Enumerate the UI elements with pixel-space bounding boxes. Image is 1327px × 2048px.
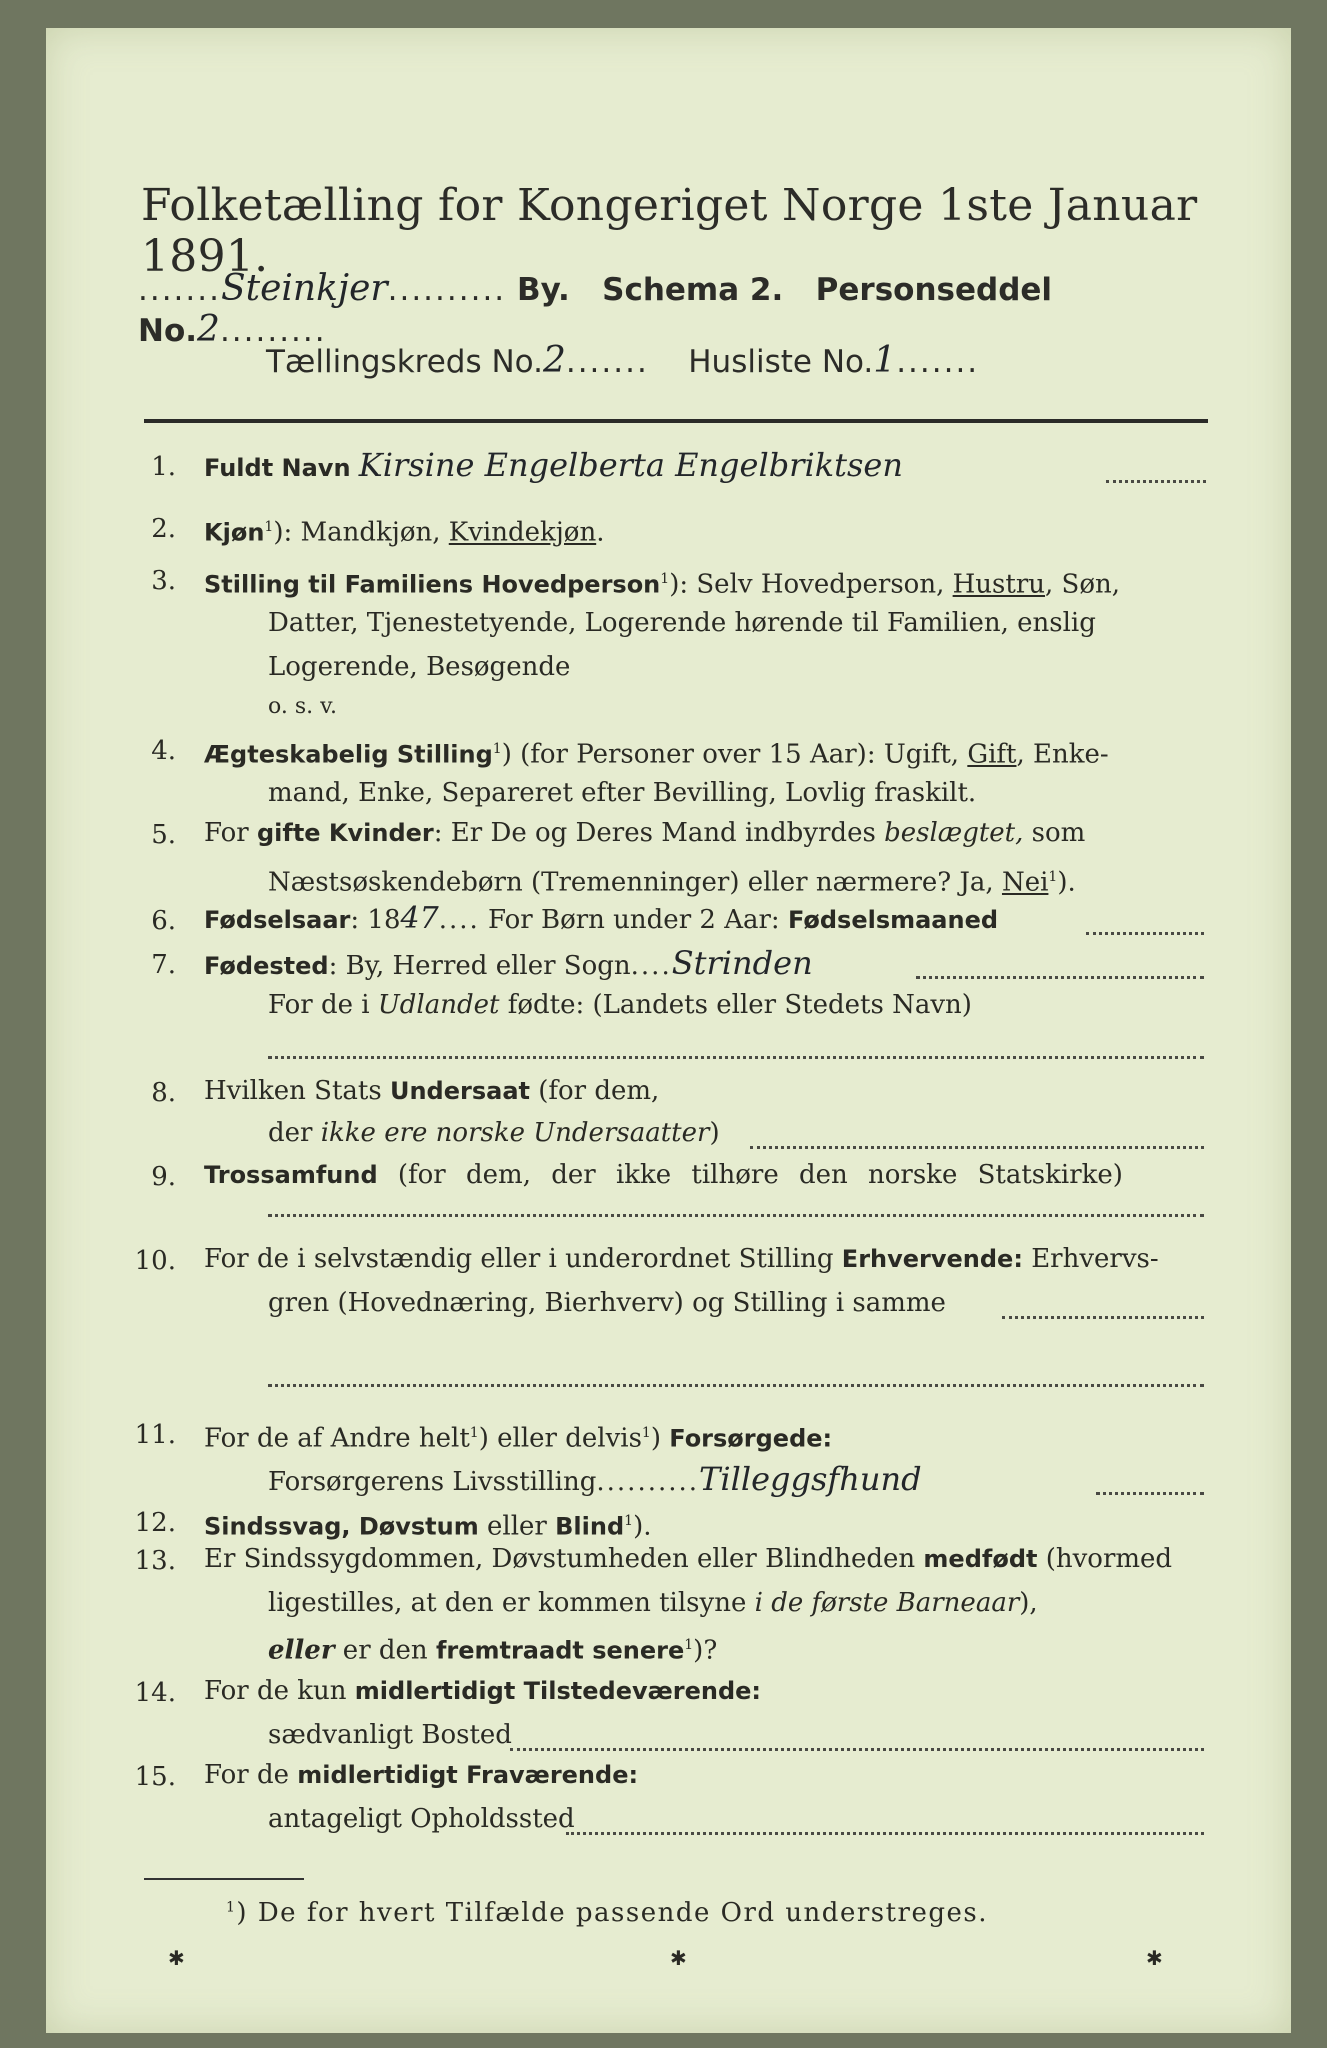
q1-name-handwritten: Kirsine Engelberta Engelbriktsen <box>358 446 903 484</box>
q4-a: ) (for Personer over 15 Aar): Ugift, <box>501 739 968 770</box>
q7-number: 7. <box>151 950 176 980</box>
q11-l2: Forsørgerens Livsstilling <box>268 1467 597 1497</box>
q11-b: ) eller delvis <box>478 1423 642 1454</box>
q8-italic: ikke ere norske Undersaatter <box>320 1118 710 1148</box>
schema-label: Schema 2. <box>602 272 784 308</box>
q12-a: eller <box>478 1511 556 1542</box>
q10-line1 <box>204 1246 1159 1272</box>
q7-dotline-2 <box>268 1056 1204 1059</box>
footnote-rule <box>144 1878 304 1880</box>
husliste-label: Husliste No. <box>688 344 874 380</box>
q2-text <box>204 514 604 546</box>
q11-line2: Forsørgerens Livsstilling..........Tilleggsfhund <box>268 1460 922 1498</box>
q5-b: som <box>1023 818 1086 848</box>
q2-end: . <box>596 517 605 548</box>
q5-label: gifte Kvinder <box>256 819 434 847</box>
q5-number: 5. <box>151 820 176 850</box>
q6-a: : 18 <box>350 905 401 935</box>
q4-sup: 1 <box>492 741 502 757</box>
q5-italic: beslægtet, <box>884 818 1024 848</box>
q15-number: 15. <box>134 1762 176 1792</box>
q15-line1 <box>204 1762 638 1788</box>
q11-provider-handwritten: Tilleggsfhund <box>699 1460 922 1498</box>
q11-dotline <box>1096 1492 1204 1495</box>
q3-number: 3. <box>151 566 176 596</box>
q13-l3b: )? <box>693 1635 718 1666</box>
q1-number: 1. <box>151 452 176 482</box>
q4-underlined: Gift <box>967 739 1017 770</box>
q9-dotline <box>268 1214 1204 1217</box>
q10-line2: gren (Hovednæring, Bierhverv) og Stilling i samme <box>268 1288 946 1318</box>
q8-number: 8. <box>151 1078 176 1108</box>
q2-number: 2. <box>151 514 176 544</box>
q2-sup: 1 <box>264 519 274 535</box>
q14-line2: sædvanligt Bosted <box>268 1720 512 1750</box>
q5-a: : Er De og Deres Mand indbyrdes <box>433 818 885 848</box>
q7-line2 <box>268 992 972 1018</box>
q15-label: midlertidigt Fraværende: <box>297 1761 639 1789</box>
q6-text: Fødselsaar: 1847.... For Børn under 2 Aar: Fødselsmaaned <box>204 901 999 936</box>
q10-b: Erhvervs- <box>1022 1244 1159 1274</box>
q4-line1 <box>204 736 1109 768</box>
by-label: By. <box>516 272 570 308</box>
q13-l2a: ligestilles, at den er kommen tilsyne <box>268 1588 755 1618</box>
q13-number: 13. <box>134 1546 176 1576</box>
q6-label: Fødselsaar <box>204 906 351 934</box>
q14-a: For de kun <box>204 1676 355 1706</box>
q13-italic: i de første Barneaar <box>754 1588 1020 1618</box>
q8-label: Undersaat <box>389 1077 530 1105</box>
q6-dotline <box>1086 932 1204 935</box>
q9-text <box>204 1162 1123 1188</box>
q2-label: Kjøn <box>204 518 265 547</box>
q5-line2 <box>268 864 1076 896</box>
q11-c: ) <box>650 1423 670 1454</box>
q13-a: Er Sindssygdommen, Døvstumheden eller Blindheden <box>204 1544 924 1574</box>
q11-number: 11. <box>134 1420 176 1450</box>
q7-line1: Fødested: By, Herred eller Sogn....Strinden <box>204 944 813 982</box>
q4-b: , Enke- <box>1016 739 1109 770</box>
q3-sup: 1 <box>660 571 670 587</box>
q12-sup: 1 <box>624 1513 634 1529</box>
q2-underlined: Kvindekjøn <box>448 517 597 548</box>
footnote <box>226 1898 988 1928</box>
q1-dotline <box>1106 480 1206 483</box>
q13-line2 <box>268 1590 1038 1616</box>
q5-line1 <box>204 820 1085 846</box>
q1-text <box>204 446 903 484</box>
q6-number: 6. <box>151 906 176 936</box>
q1-label: Fuldt Navn <box>204 454 351 482</box>
q12-b: ). <box>633 1511 652 1542</box>
q3-line2: Datter, Tjenestetyende, Logerende hørende til Familien, enslig <box>268 608 1096 638</box>
husliste-handwritten: 1 <box>873 340 897 381</box>
q6-year-handwritten: 47 <box>400 901 439 936</box>
q3-b: , Søn, <box>1045 569 1121 600</box>
q10-a: For de i selvstændig eller i underordnet Stilling <box>204 1244 842 1274</box>
q8-b: (for dem, <box>529 1076 660 1106</box>
q15-a: For de <box>204 1760 298 1790</box>
footnote-text: ) De for hvert Tilfælde passende Ord understreges. <box>236 1898 989 1928</box>
personseddel-label: Personseddel No. <box>138 272 1053 349</box>
kreds-handwritten: 2 <box>542 340 566 381</box>
header-rule <box>144 419 1208 423</box>
q9-number: 9. <box>151 1162 176 1192</box>
q3-underlined: Hustru <box>952 569 1046 600</box>
q5-pre: For <box>204 818 257 848</box>
q14-dotline <box>510 1748 1204 1751</box>
header-line-kreds: Tællingskreds No.2....... Husliste No.1....... <box>266 340 980 381</box>
q9-label: Trossamfund <box>204 1161 378 1189</box>
q13-sup: 1 <box>684 1637 694 1653</box>
header-line-by: .......Steinkjer.......... By. Schema 2. Personseddel No.2......... <box>138 268 1053 350</box>
q10-number: 10. <box>134 1246 176 1276</box>
q5-sup: 1 <box>1048 869 1058 885</box>
q10-dotline <box>1002 1316 1204 1319</box>
q3-a: ): Selv Hovedperson, <box>669 569 953 600</box>
q4-number: 4. <box>151 736 176 766</box>
q3-line4: o. s. v. <box>268 694 337 719</box>
form-title: Folketælling for Kongeriget Norge 1ste Januar 1891. <box>141 180 1198 282</box>
q10-label: Erhvervende: <box>841 1245 1023 1273</box>
by-handwritten: Steinkjer <box>220 268 388 309</box>
q15-line2: antageligt Opholdssted <box>268 1804 575 1834</box>
q11-a: For de af Andre helt <box>204 1423 470 1454</box>
q12-label2: Blind <box>555 1512 625 1541</box>
q8-line1 <box>204 1078 659 1104</box>
q7-dotline <box>916 976 1204 979</box>
q3-line3: Logerende, Besøgende <box>268 652 571 682</box>
q3-label: Stilling til Familiens Hovedperson <box>204 570 661 599</box>
q7-italic: Udlandet <box>377 990 500 1020</box>
q8-l2a: der <box>268 1118 321 1148</box>
q6-label2: Fødselsmaaned <box>787 906 999 934</box>
q12-number: 12. <box>134 1508 176 1538</box>
kreds-label: Tællingskreds No. <box>266 344 543 380</box>
q5-l2b: ). <box>1057 867 1076 898</box>
q9-a: (for dem, der ikke tilhøre den norske Statskirke) <box>377 1160 1123 1190</box>
q14-line1 <box>204 1678 761 1704</box>
q4-label: Ægteskabelig Stilling <box>204 740 493 769</box>
q13-b: (hvormed <box>1037 1544 1173 1574</box>
q7-a: : By, Herred eller Sogn <box>328 951 631 981</box>
q13-label2: fremtraadt senere <box>435 1636 685 1665</box>
q10-dotline-2 <box>268 1384 1204 1387</box>
q8-line2 <box>268 1120 720 1146</box>
q11-sup2: 1 <box>641 1425 651 1441</box>
q15-dotline <box>566 1832 1204 1835</box>
q8-l2b: ) <box>709 1118 720 1148</box>
star-mark-icon: ✱ <box>168 1946 185 1970</box>
q14-label: midlertidigt Tilstedeværende: <box>354 1677 762 1705</box>
q4-line2: mand, Enke, Separeret efter Bevilling, Lovlig fraskilt. <box>268 778 977 808</box>
q13-label: medfødt <box>923 1545 1038 1573</box>
star-mark-icon: ✱ <box>1146 1946 1163 1970</box>
q12-label: Sindssvag, Døvstum <box>204 1512 479 1541</box>
q13-l3-italic: eller <box>268 1635 335 1666</box>
star-mark-icon: ✱ <box>670 1946 687 1970</box>
q8-a: Hvilken Stats <box>204 1076 390 1106</box>
q3-line1 <box>204 566 1120 598</box>
q5-underlined: Nei <box>1001 867 1049 898</box>
q13-l3a: er den <box>334 1635 436 1666</box>
q7-place-handwritten: Strinden <box>671 944 813 982</box>
q2-rest: ): Mandkjøn, <box>273 517 449 548</box>
q14-number: 14. <box>134 1678 176 1708</box>
footnote-sup: 1 <box>226 1899 237 1916</box>
q13-line3 <box>268 1632 717 1664</box>
personseddel-handwritten: 2 <box>197 309 220 350</box>
q8-dotline <box>750 1146 1204 1149</box>
q13-l2b: ), <box>1019 1588 1038 1618</box>
q13-line1 <box>204 1546 1172 1572</box>
q5-l2a: Næstsøskendebørn (Tremenninger) eller nærmere? Ja, <box>268 867 1002 898</box>
census-form <box>46 28 1291 2033</box>
q11-line1 <box>204 1420 832 1452</box>
q11-label: Forsørgede: <box>669 1424 833 1453</box>
q6-b: For Børn under 2 Aar: <box>479 905 788 935</box>
q7-l2b: fødte: (Landets eller Stedets Navn) <box>499 990 972 1020</box>
q11-sup1: 1 <box>469 1425 479 1441</box>
q7-label: Fødested <box>204 952 329 980</box>
q12-text <box>204 1508 651 1540</box>
q7-l2a: For de i <box>268 990 378 1020</box>
